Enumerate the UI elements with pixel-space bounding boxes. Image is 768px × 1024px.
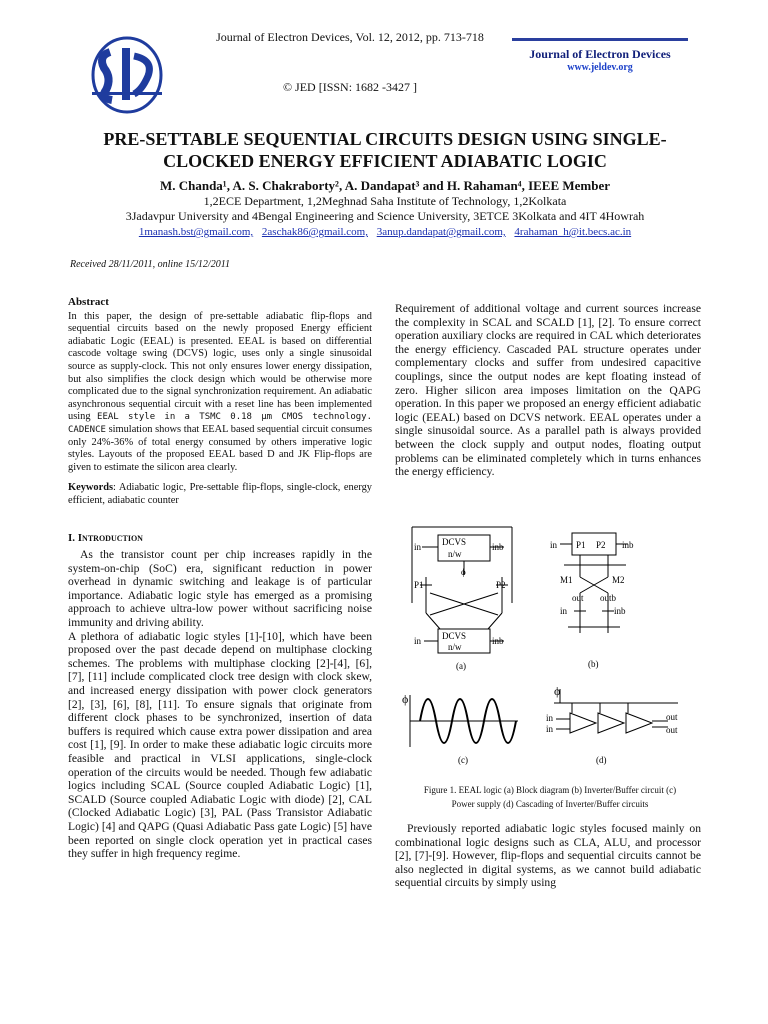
jed-logo xyxy=(88,34,166,116)
fig-label-a: (a) xyxy=(456,661,466,671)
fig-label-dcvs: DCVS xyxy=(442,537,467,547)
introduction-heading: I. Introduction xyxy=(68,531,143,544)
fig-label-c: (c) xyxy=(458,755,468,765)
fig-label-in: in xyxy=(560,606,568,616)
keywords-text: : Adiabatic logic, Pre-settable flip-flops, single-clock, energy efficient, adiabatic counter xyxy=(68,482,372,506)
fig-label-outb: outb xyxy=(600,593,617,603)
banner-title: Journal of Electron Devices xyxy=(529,47,671,61)
email-link[interactable]: 2aschak86@gmail.com, xyxy=(261,226,368,238)
fig-label-b: (b) xyxy=(588,659,599,669)
abstract-text-mono: EEAL style in a TSMC 0.18 μm CMOS technology. CADENCE xyxy=(68,412,372,435)
fig-label-inb: inb xyxy=(622,540,634,550)
left-column xyxy=(68,296,372,861)
fig-label-p1: P1 xyxy=(414,580,424,590)
fig-label-phi: ϕ xyxy=(554,684,561,698)
abstract-text-b: simulation shows that EEAL based sequential circuit consumes only 24%-36% of total energy consumed by others imperative logic styles. Layouts of the proposed EEAL based D and JK Flip-flops are given to estimate the silicon area clearly. xyxy=(68,423,372,473)
fig-label-nw: n/w xyxy=(448,549,462,559)
affiliation-2: 3Jadavpur University and 4Bengal Engineering and Science University, 3ETCE 3Kolkata and 4IT 4Howrah xyxy=(125,209,645,223)
fig-label-in: in xyxy=(546,713,554,723)
affiliation-1: 1,2ECE Department, 1,2Meghnad Saha Institute of Technology, 1,2Kolkata xyxy=(203,194,567,208)
title-line-2: CLOCKED ENERGY EFFICIENT ADIABATIC LOGIC xyxy=(163,151,607,171)
fig-label-in: in xyxy=(546,724,554,734)
fig-label-d: (d) xyxy=(596,755,607,765)
banner-url[interactable]: www.jeldev.org xyxy=(567,62,633,73)
email-link[interactable]: 3anup.dandapat@gmail.com, xyxy=(376,226,506,238)
fig-label-out: out xyxy=(666,712,678,722)
authors: M. Chanda¹, A. S. Chakraborty², A. Dandapat³ and H. Rahaman⁴, IEEE Member xyxy=(159,178,611,193)
issn-line: © JED [ISSN: 1682 -3427 ] xyxy=(282,80,418,94)
caption-line-2: Power supply (d) Cascading of Inverter/Buffer circuits xyxy=(451,799,649,809)
intro-paragraph-2: A plethora of adiabatic logic styles [1]-[10], which have been proposed over the past decade depend on multiphase clocking schemes. The problems with multiphase clocking [2]-[4], [6], [7], [11] include complicated clock tree design with clock skew, and increased energy dissipation with power clock generators [2], [3], [6], [8], [11]. To ensure signals that originate from different clock phases to be synchronized, insertion of data buffers is required which cause extra power dissipation and area cost [1], [9]. In order to make these adiabatic logic circuits more feasible and practical in VLSI applications, single-clock operation of the circuits would be needed. Though few adiabatic logics including SCAL (Source coupled Adiabatic Logic) [1], SCALD (Source coupled Adiabatic Logic with diode) [2], CAL (Clocked Adiabatic Logic) [3], PAL (Pass Transistor Adiabatic Logic) [4] and QAPG (Quasi Adiabatic Pass gate Logic) [5] have been reported on single clock operation yet in practical cases they suffer in high frequency regime. xyxy=(68,629,372,861)
email-link[interactable]: 4rahaman_h@it.becs.ac.in xyxy=(514,226,632,238)
keywords-label: Keywords xyxy=(68,482,114,494)
fig-label-in: in xyxy=(550,540,558,550)
fig-label-inb: inb xyxy=(492,542,504,552)
email-link[interactable]: 1manash.bst@gmail.com, xyxy=(138,226,254,238)
received-date: Received 28/11/2011, online 15/12/2011 xyxy=(70,259,230,270)
journal-citation: Journal of Electron Devices, Vol. 12, 2012, pp. 713-718 xyxy=(216,30,484,44)
figure-1-eeal-logic xyxy=(400,517,700,775)
right-paragraph-2: Previously reported adiabatic logic styles focused mainly on combinational logic designs such as CLA, ALU, and processor [2], [7]-[9]. However, flip-flops and sequential circuits cannot be also neglected in digital systems, as we cannot build adiabatic sequential circuits by simply using xyxy=(395,822,701,890)
figure-caption xyxy=(400,783,700,811)
fig-label-nw: n/w xyxy=(448,642,462,652)
fig-label-phi: ϕ xyxy=(461,567,466,577)
fig-label-m1: M1 xyxy=(560,575,573,585)
abstract-heading: Abstract xyxy=(68,296,109,308)
keywords xyxy=(68,482,372,507)
abstract-text xyxy=(68,311,372,475)
title-line-1: PRE-SETTABLE SEQUENTIAL CIRCUITS DESIGN USING SINGLE- xyxy=(103,129,667,149)
fig-label-out: out xyxy=(572,593,584,603)
intro-paragraph-1: As the transistor count per chip increases rapidly in the system-on-chip (SoC) era, significant reduction in power overhead in dynamic switching and leakage is of particular importance. Adiabatic logic style has emerged as a promising approach to achieve ultra-low power without sacrificing noise immunity and driving ability. xyxy=(68,548,372,630)
fig-label-in: in xyxy=(414,636,422,646)
caption-line-1: Figure 1. EEAL logic (a) Block diagram (b) Inverter/Buffer circuit (c) xyxy=(423,785,677,795)
journal-banner xyxy=(512,38,688,83)
fig-label-p2: P2 xyxy=(496,580,506,590)
fig-label-out: out xyxy=(666,725,678,735)
paper-title xyxy=(40,128,730,172)
fig-label-in: in xyxy=(414,542,422,552)
fig-label-m2: M2 xyxy=(612,575,625,585)
fig-label-inb: inb xyxy=(492,636,504,646)
right-paragraph-1: Requirement of additional voltage and current sources increase the complexity in SCAL and SCALD [1], [2]. To ensure correct operation auxiliary clocks are required in CAL which deteriorates the energy efficiency. Cascaded PAL structure operates under complementary clocks and suffer from undesired capacitive couplings, since the output nodes are kept floating instead of zero. Higher silicon area imposes limitation on the QAPG operation. In this paper we proposed an energy efficient adiabatic logic (EEAL) based on DCVS network. EEAL operates under a single sinusoidal source. As a parallel path is always provided between the clock supply and output nodes, floating output problems can be eliminated completely which in turns enhances the energy efficiency. xyxy=(395,302,701,479)
email-list xyxy=(40,226,730,238)
fig-label-p1: P1 xyxy=(576,540,586,550)
abstract-text-a: In this paper, the design of pre-settable adiabatic flip-flops and sequential circuits based on the newly proposed Energy efficient adiabatic Logic (EEAL) is presented. EEAL is based on differential cascode voltage swing (DCVS) logic, uses only a single sinusoidal source as supply-clock. This not only ensures lower energy dissipation, but also simplifies the clock design which would be otherwise more complicated due to the signal synchronization requirement. An adiabatic asynchronous sequential circuit with a reset line has been implemented using xyxy=(68,310,372,423)
fig-label-p2: P2 xyxy=(596,540,606,550)
fig-label-inb: inb xyxy=(614,606,626,616)
fig-label-phi: ϕ xyxy=(402,692,409,706)
fig-label-dcvs: DCVS xyxy=(442,631,467,641)
